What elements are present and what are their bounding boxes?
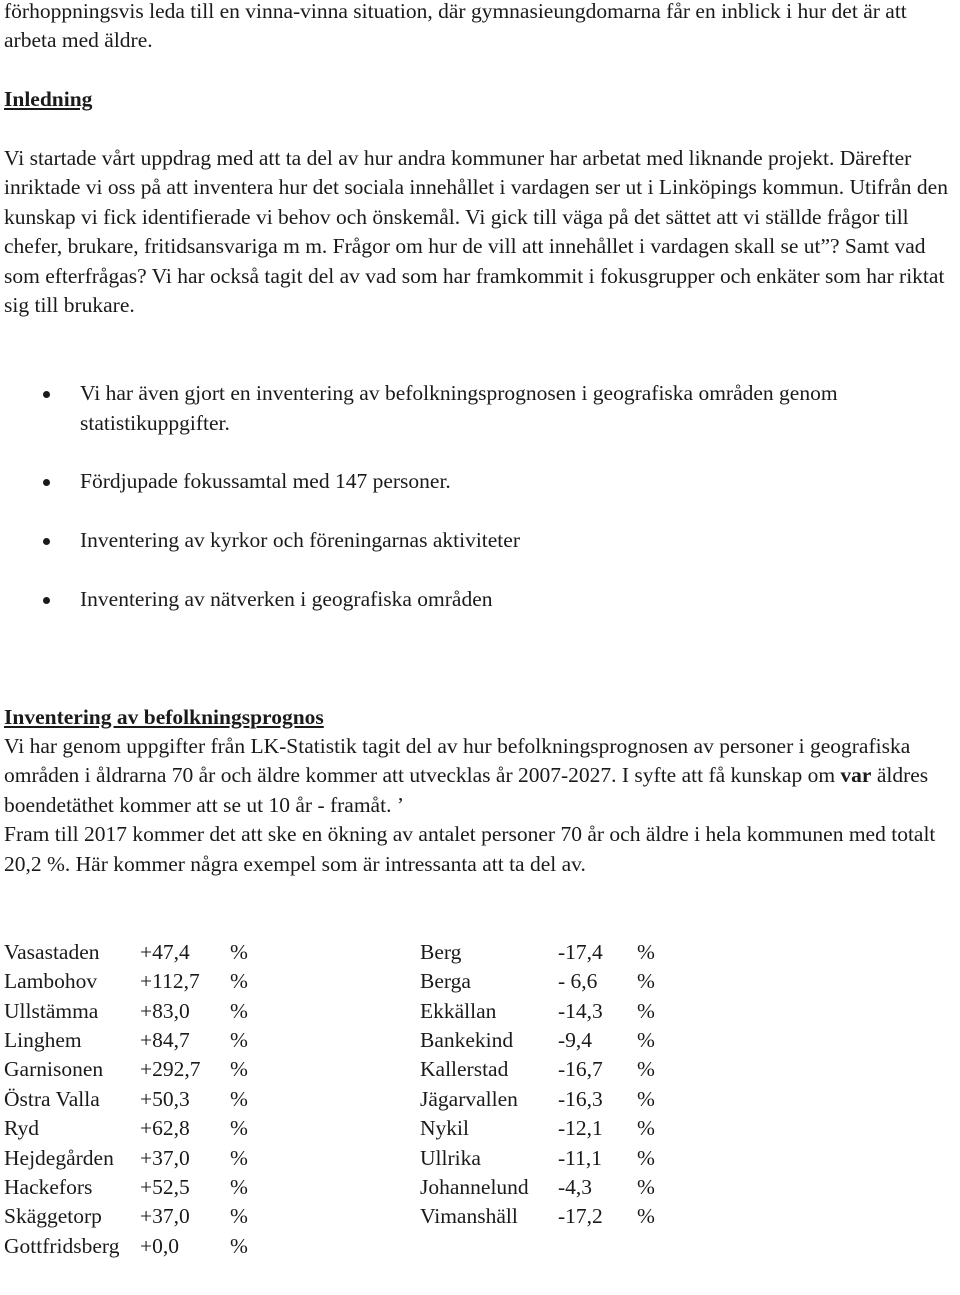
bullet-dot-icon bbox=[43, 538, 50, 545]
area-change-value: +0,0 bbox=[140, 1233, 180, 1258]
bullet-dot-icon bbox=[43, 479, 50, 486]
area-change-unit: % bbox=[230, 1233, 248, 1258]
area-change-value: +52,5 bbox=[140, 1174, 190, 1199]
area-change-unit: % bbox=[230, 1028, 248, 1053]
area-change-value: +62,8 bbox=[140, 1116, 190, 1141]
area-change-value: -16,3 bbox=[558, 1086, 603, 1111]
area-name: Gottfridsberg bbox=[4, 1233, 120, 1258]
bullet-item bbox=[4, 467, 910, 496]
area-name: Nykil bbox=[420, 1116, 469, 1141]
area-name: Hackefors bbox=[4, 1174, 93, 1199]
prognos-emphasis: var bbox=[840, 763, 872, 788]
area-change-value: +292,7 bbox=[140, 1057, 201, 1082]
area-name: Jägarvallen bbox=[420, 1086, 518, 1111]
area-change-value: -4,3 bbox=[558, 1174, 593, 1199]
area-change-value: +50,3 bbox=[140, 1086, 190, 1111]
prognos-summary-paragraph: Fram till 2017 kommer det att ske en ökning av antalet personer 70 år och äldre i hela kommunen med totalt 20,2 %. Här kommer några exempel som är intressanta att ta del av. bbox=[4, 822, 936, 876]
area-change-unit: % bbox=[637, 1028, 655, 1053]
area-name: Ullrika bbox=[420, 1145, 481, 1170]
area-change-value: +83,0 bbox=[140, 998, 190, 1023]
bullet-dot-icon bbox=[43, 597, 50, 604]
area-change-value: +37,0 bbox=[140, 1145, 190, 1170]
area-name: Skäggetorp bbox=[4, 1204, 102, 1229]
area-change-value: -16,7 bbox=[558, 1057, 603, 1082]
area-change-unit: % bbox=[637, 1204, 655, 1229]
area-name: Östra Valla bbox=[4, 1086, 100, 1111]
area-change-unit: % bbox=[230, 939, 248, 964]
area-change-unit: % bbox=[637, 939, 655, 964]
intro-paragraph: förhoppningsvis leda till en vinna-vinna situation, där gymnasieungdomarna får en inblick i hur det är att arbeta med äldre. bbox=[4, 0, 907, 53]
area-change-unit: % bbox=[230, 1086, 248, 1111]
area-name: Garnisonen bbox=[4, 1057, 104, 1082]
area-change-unit: % bbox=[637, 1174, 655, 1199]
area-name: Berg bbox=[420, 939, 462, 964]
area-change-value: +84,7 bbox=[140, 1028, 190, 1053]
bullet-text: Fördjupade fokussamtal med 147 personer. bbox=[80, 469, 451, 494]
area-name: Bankekind bbox=[420, 1028, 514, 1053]
area-name: Johannelund bbox=[420, 1174, 529, 1199]
area-name: Linghem bbox=[4, 1028, 82, 1053]
area-change-unit: % bbox=[230, 1057, 248, 1082]
area-change-unit: % bbox=[230, 1116, 248, 1141]
bullet-text: Vi har även gjort en inventering av befolkningsprognosen i geografiska områden genom statistikuppgifter. bbox=[80, 381, 838, 435]
prognos-paragraph bbox=[4, 732, 960, 820]
area-change-unit: % bbox=[637, 1145, 655, 1170]
area-change-unit: % bbox=[230, 998, 248, 1023]
area-change-value: -17,2 bbox=[558, 1204, 603, 1229]
area-change-value: -17,4 bbox=[558, 939, 603, 964]
area-change-unit: % bbox=[637, 1086, 655, 1111]
area-change-unit: % bbox=[230, 1145, 248, 1170]
bullet-item bbox=[4, 526, 910, 555]
document-page bbox=[4, 0, 960, 1268]
bullet-text: Inventering av kyrkor och föreningarnas aktiviteter bbox=[80, 528, 520, 553]
area-change-value: - 6,6 bbox=[558, 969, 598, 994]
area-change-unit: % bbox=[637, 969, 655, 994]
area-change-value: +112,7 bbox=[140, 969, 200, 994]
area-change-value: -9,4 bbox=[558, 1028, 593, 1053]
area-change-table bbox=[4, 938, 960, 1268]
bullet-dot-icon bbox=[43, 391, 50, 398]
area-name: Berga bbox=[420, 969, 471, 994]
area-name: Vimanshäll bbox=[420, 1204, 518, 1229]
inventory-bullet-list bbox=[4, 379, 960, 614]
area-change-value: +47,4 bbox=[140, 939, 190, 964]
area-change-value: -12,1 bbox=[558, 1116, 603, 1141]
bullet-item bbox=[4, 379, 910, 438]
area-change-unit: % bbox=[230, 1174, 248, 1199]
area-change-unit: % bbox=[230, 1204, 248, 1229]
area-name: Vasastaden bbox=[4, 939, 100, 964]
area-name: Ullstämma bbox=[4, 998, 99, 1023]
area-change-unit: % bbox=[230, 969, 248, 994]
area-name: Hejdegården bbox=[4, 1145, 114, 1170]
bullet-text: Inventering av nätverken i geografiska områden bbox=[80, 587, 493, 612]
heading-befolkningsprognos: Inventering av befolkningsprognos bbox=[4, 704, 324, 729]
bullet-item bbox=[4, 585, 910, 614]
prognos-text-a: Vi har genom uppgifter från LK-Statistik tagit del av hur befolkningsprognosen av personer i geografiska områden i åldrarna 70 år och äldre kommer att utvecklas år 2007-2027. I syfte att få kunskap om bbox=[4, 734, 911, 788]
area-change-value: +37,0 bbox=[140, 1204, 190, 1229]
area-change-unit: % bbox=[637, 1057, 655, 1082]
area-change-value: -14,3 bbox=[558, 998, 603, 1023]
heading-inledning: Inledning bbox=[4, 87, 93, 112]
area-name: Ryd bbox=[4, 1116, 39, 1141]
area-change-value: -11,1 bbox=[558, 1145, 602, 1170]
area-name: Lambohov bbox=[4, 969, 98, 994]
area-change-unit: % bbox=[637, 998, 655, 1023]
prognos-text-b: äldres boendetäthet kommer att se ut 10 år - framåt. ’ bbox=[4, 763, 929, 817]
inledning-paragraph: Vi startade vårt uppdrag med att ta del av hur andra kommuner har arbetat med liknande projekt. Därefter inriktade vi oss på att inventera hur det sociala innehållet i vardagen ser ut i Linköpings kommun. Utifrån den kunskap vi fick identifierade vi behov och önskemål. Vi gick till väga på det sättet att vi ställde frågor till chefer, brukare, fritidsansvariga m m. Frågor om hur de vill att innehållet i vardagen skall se ut”? Samt vad som efterfrågas? Vi har också tagit del av vad som har framkommit i fokusgrupper och enkäter som har riktat sig till brukare. bbox=[4, 146, 948, 318]
area-name: Kallerstad bbox=[420, 1057, 509, 1082]
area-name: Ekkällan bbox=[420, 998, 497, 1023]
area-change-unit: % bbox=[637, 1116, 655, 1141]
